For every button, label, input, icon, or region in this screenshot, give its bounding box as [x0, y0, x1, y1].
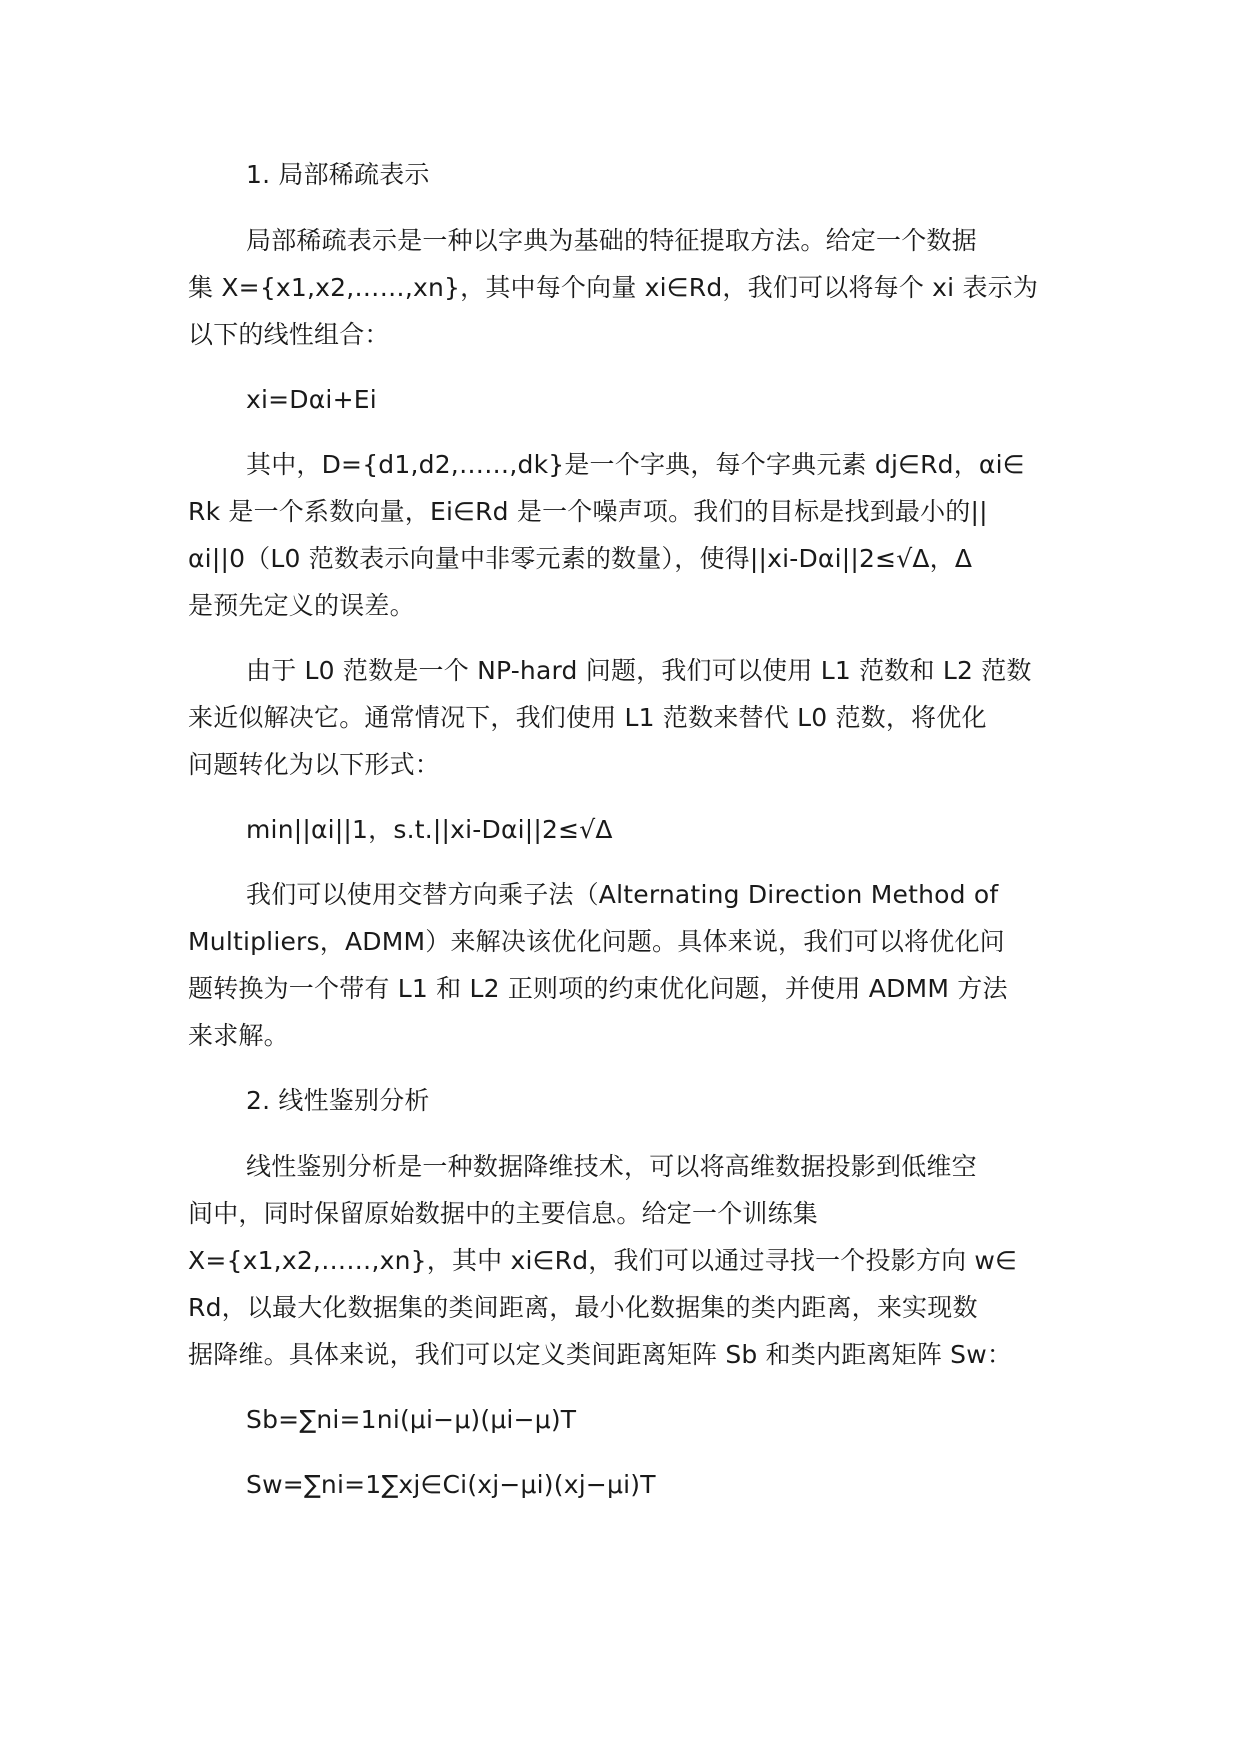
- formula-text: Sw=∑ni=1∑xj∈Ci(xj−μi)(xj−μi)T: [246, 1470, 656, 1499]
- text-line: 来近似解决它。通常情况下，我们使用 L1 范数来替代 L0 范数，将优化: [188, 703, 987, 732]
- text-line: 是预先定义的误差。: [188, 591, 415, 620]
- formula-text: Sb=∑ni=1ni(μi−μ)(μi−μ)T: [246, 1405, 577, 1434]
- text-line: 由于 L0 范数是一个 NP-hard 问题，我们可以使用 L1 范数和 L2 范数: [246, 656, 1032, 685]
- text-line: 我们可以使用交替方向乘子法（Alternating Direction Method of: [246, 880, 999, 909]
- formula-text: xi=Dαi+Ei: [246, 385, 377, 414]
- formula-text: min||αi||1，s.t.||xi-Dαi||2≤√Δ: [246, 815, 613, 844]
- paragraph-sparse-intro: [188, 217, 1058, 358]
- text-line: X={x1,x2,……,xn}，其中 xi∈Rd，我们可以通过寻找一个投影方向 w∈: [188, 1246, 1018, 1275]
- text-line: 来求解。: [188, 1021, 289, 1050]
- text-line: Multipliers，ADMM）来解决该优化问题。具体来说，我们可以将优化问: [188, 927, 1005, 956]
- text-line: 线性鉴别分析是一种数据降维技术，可以将高维数据投影到低维空: [246, 1152, 977, 1181]
- text-line: 间中，同时保留原始数据中的主要信息。给定一个训练集: [188, 1199, 819, 1228]
- formula-within-class-scatter: [188, 1461, 1058, 1508]
- text-line: Rd，以最大化数据集的类间距离，最小化数据集的类内距离，来实现数: [188, 1293, 978, 1322]
- section-heading-1: [188, 151, 1058, 198]
- section-heading-text: 2. 线性鉴别分析: [246, 1086, 430, 1115]
- text-line: 集 X={x1,x2,……,xn}，其中每个向量 xi∈Rd，我们可以将每个 xi 表示为: [188, 273, 1039, 302]
- text-line: 其中，D={d1,d2,……,dk}是一个字典，每个字典元素 dj∈Rd，αi∈: [246, 450, 1025, 479]
- text-line: αi||0（L0 范数表示向量中非零元素的数量），使得||xi-Dαi||2≤√Δ，Δ: [188, 544, 973, 573]
- text-line: Rk 是一个系数向量，Ei∈Rd 是一个噪声项。我们的目标是找到最小的||: [188, 497, 988, 526]
- text-line: 局部稀疏表示是一种以字典为基础的特征提取方法。给定一个数据: [246, 226, 977, 255]
- formula-linear-combination: [188, 376, 1058, 423]
- paragraph-l0-relaxation: [188, 647, 1058, 788]
- paragraph-admm: [188, 871, 1058, 1059]
- section-heading-2: [188, 1077, 1058, 1124]
- section-heading-text: 1. 局部稀疏表示: [246, 160, 430, 189]
- formula-l1-optimization: [188, 806, 1058, 853]
- document-body: [188, 151, 1058, 1526]
- text-line: 问题转化为以下形式：: [188, 750, 441, 779]
- text-line: 题转换为一个带有 L1 和 L2 正则项的约束优化问题，并使用 ADMM 方法: [188, 974, 1008, 1003]
- paragraph-lda-intro: [188, 1143, 1058, 1378]
- formula-between-class-scatter: [188, 1396, 1058, 1443]
- text-line: 据降维。具体来说，我们可以定义类间距离矩阵 Sb 和类内距离矩阵 Sw：: [188, 1340, 1013, 1369]
- paragraph-dictionary-definition: [188, 441, 1058, 629]
- text-line: 以下的线性组合：: [188, 320, 390, 349]
